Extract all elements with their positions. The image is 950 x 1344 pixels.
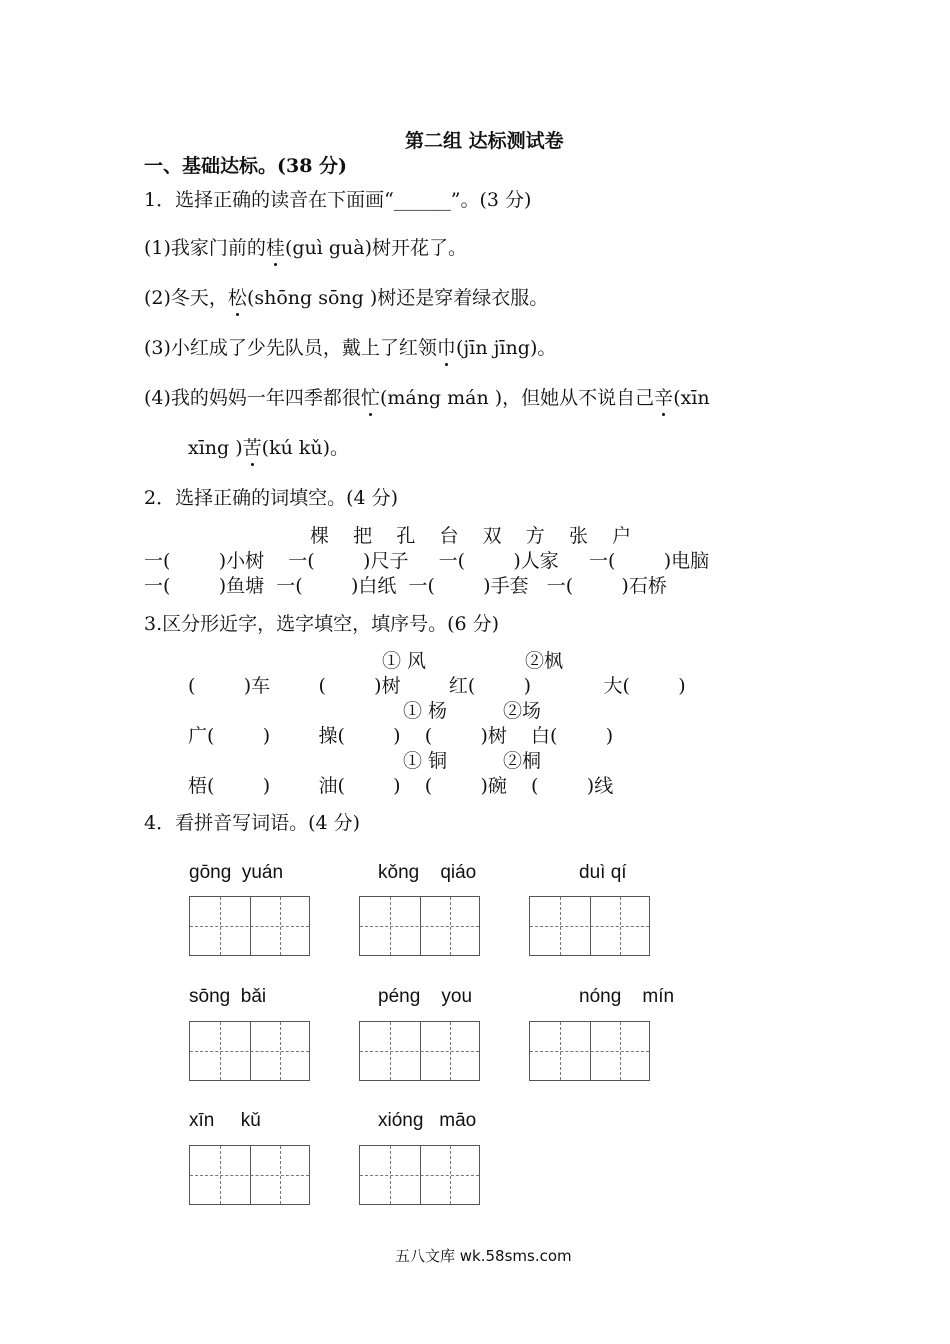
writing-grid[interactable] bbox=[359, 896, 480, 956]
pinyin-label: xīn kǔ bbox=[189, 1110, 261, 1131]
q1-s4-middle: (máng mán )，但她从不说自己 bbox=[379, 387, 655, 409]
q1-s3-prefix: (3)小红成了少先队员，戴上了红领 bbox=[144, 337, 437, 359]
pinyin-label: sōng bǎi bbox=[189, 986, 267, 1007]
writing-grid[interactable] bbox=[189, 1145, 310, 1205]
pinyin-label: kǒng qiáo bbox=[378, 862, 477, 883]
section-heading: 一、基础达标。(38 分) bbox=[144, 155, 348, 177]
writing-grid[interactable] bbox=[189, 1021, 310, 1081]
writing-grid[interactable] bbox=[529, 896, 650, 956]
pinyin-label: péng you bbox=[378, 986, 473, 1007]
q1-s4-dotted-char-3: 苦 bbox=[242, 437, 262, 459]
pinyin-label: xióng māo bbox=[378, 1110, 477, 1131]
q1-s4-prefix: (4)我的妈妈一年四季都很 bbox=[144, 387, 361, 409]
q1-s4-dotted-char: 忙 bbox=[360, 387, 380, 409]
q3-g2-option-2: ②场 bbox=[503, 700, 542, 722]
q2-row-2: 一( )鱼塘 一( )白纸 一( )手套 一( )石桥 bbox=[144, 575, 667, 597]
q1-sentence-1 bbox=[144, 236, 467, 260]
q1-s2-suffix: (shōng sōng )树还是穿着绿衣服。 bbox=[246, 287, 549, 309]
q1-sentence-4 bbox=[144, 386, 710, 410]
q2-row-1: 一( )小树 一( )尺子 一( )人家 一( )电脑 bbox=[144, 550, 710, 572]
q1-s4-dotted-char-2: 辛 bbox=[654, 387, 674, 409]
writing-grid[interactable] bbox=[359, 1021, 480, 1081]
q1-sentence-4-cont bbox=[188, 436, 349, 460]
q3-g1-option-1: ① 风 bbox=[382, 650, 427, 672]
q3-g2-row: 广( ) 操( ) ( )树 白( ) bbox=[188, 725, 614, 747]
footer-watermark: 五八文库 wk.58sms.com bbox=[395, 1247, 572, 1265]
q1-heading: 1．选择正确的读音在下面画“______”。(3 分) bbox=[144, 189, 532, 211]
q1-sentence-3 bbox=[144, 336, 556, 360]
q1-s4-cont-prefix: xīng ) bbox=[188, 437, 243, 459]
writing-grid[interactable] bbox=[359, 1145, 480, 1205]
q1-s1-dotted-char: 桂 bbox=[265, 237, 285, 259]
pinyin-label: duì qí bbox=[579, 862, 627, 883]
writing-grid[interactable] bbox=[529, 1021, 650, 1081]
q1-s4-cont-suffix: (kú kǔ)。 bbox=[261, 437, 350, 459]
q3-g1-option-2: ②枫 bbox=[525, 650, 564, 672]
q4-heading: 4．看拼音写词语。(4 分) bbox=[144, 812, 361, 834]
q1-s4-tail: (xīn bbox=[673, 387, 710, 409]
page-title: 第二组 达标测试卷 bbox=[405, 130, 564, 152]
q1-s2-dotted-char: 松 bbox=[227, 287, 247, 309]
pinyin-label: nóng mín bbox=[579, 986, 675, 1007]
q3-g3-option-2: ②桐 bbox=[503, 750, 542, 772]
q3-heading: 3.区分形近字，选字填空，填序号。(6 分) bbox=[144, 613, 500, 635]
q3-g3-row: 梧( ) 油( ) ( )碗 ( )线 bbox=[188, 775, 614, 797]
q3-g3-option-1: ① 铜 bbox=[403, 750, 448, 772]
writing-grid[interactable] bbox=[189, 896, 310, 956]
q1-s3-dotted-char: 巾 bbox=[436, 337, 456, 359]
q1-sentence-2 bbox=[144, 286, 548, 310]
q3-g1-row: ( )车 ( )树 红( ) 大( ) bbox=[188, 675, 686, 697]
q1-s1-prefix: (1)我家门前的 bbox=[144, 237, 266, 259]
q1-s3-suffix: (jīn jīng)。 bbox=[455, 337, 557, 359]
q2-word-bank: 棵 把 孔 台 双 方 张 户 bbox=[310, 525, 632, 547]
pinyin-label: gōng yuán bbox=[189, 862, 284, 883]
q3-g2-option-1: ① 杨 bbox=[403, 700, 448, 722]
q2-heading: 2．选择正确的词填空。(4 分) bbox=[144, 487, 399, 509]
q1-s1-suffix: (guì guà)树开花了。 bbox=[284, 237, 468, 259]
q1-s2-prefix: (2)冬天， bbox=[144, 287, 228, 309]
